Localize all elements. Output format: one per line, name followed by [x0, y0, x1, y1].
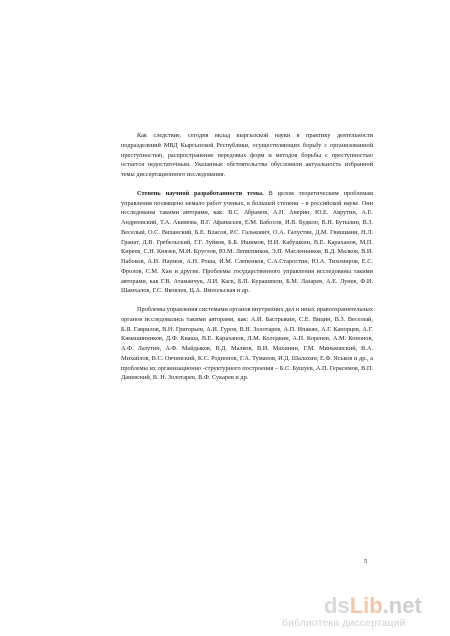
- watermark-logo: [324, 593, 422, 619]
- paragraph-3: [121, 305, 373, 383]
- watermark-logo-lib: Lib: [349, 593, 383, 618]
- watermark-tagline: библиотека диссертаций: [282, 617, 406, 629]
- body-text: [121, 131, 373, 392]
- dslib-watermark: [282, 593, 447, 633]
- page-number: 5: [364, 558, 368, 565]
- watermark-logo-ds: ds: [324, 593, 350, 618]
- paragraph-3-text: Проблемы управления системами органов внутренних дел и иных правоохранительных органов исследовались такими авторами, как: А.И. Бастрыкин, С.Е. Вицин, В.З. Веселый, Б.Я. Гаврилов, В.Н. Григорьев, А.И. Гуров, В.Н. Золотарев, А.П. Ипакян, А.Г. Капорцев, А.Г. Кямашинников, Д.Ф. Кваша, В.Е. Караханов, Л.М. Колодкин, А.П. Коренев, А.М. Кононов, А.Ф. Лазутин, А.Ф. Майдыков, В.Д. Малков, В.И. Махинин, Г.М. Миньковский, В.А. Михайлов, В.С. Овчинский, К.С. Родионов, Г.А. Туманов, И.Д. Шалахин, Е.Ф. Яськов и др., а проблемы их организационно -структурного построения – Б.С. Бушуев, А.П. Герасимов, В.П. Даневский, В. Н. Золотарев, В.Ф. Сукарев и др.: [121, 306, 374, 382]
- paragraph-2: [121, 189, 373, 296]
- paragraph-1: [121, 131, 373, 180]
- paragraph-1-text: Как следствие, сегодня вклад кыргызской науки в практику деятельности подразделений МВД Кыргызской Республики, осуществляющих борьбу с организованной преступностью, распространение передовых форм и методов борьбы с преступностью остается недостаточным. Указанные обстоятельства обусловили актуальность избранной темы диссертационного исследования.: [121, 132, 373, 178]
- paragraph-2-heading: Степень научной разработанности темы.: [137, 189, 264, 197]
- watermark-logo-net: .net: [382, 593, 422, 618]
- paragraph-2-text: В целом теоретическим проблемам управления посвящено немало работ ученых, в большей степени – в российской науке. Они исследованы такими авторами, как: В.С. Абрамов, А.Н. Аверин, Ю.Е. Аврутин, А.Е. Андреевский, Т.А. Акимова, В.Г. Афанасьев, Е.М. Бабосов, И.В. Будило, В.Н. Бутылин, В.З. Веселый, О.С. Виханский, Б.Е. Власов, Р.С. Галькович, О.А. Галустян, Д.М. Гвишиани, Н.Л. Гранат, Д.В. Гребельский, Г.Г. Зуйков, Б.Б. Ишимов, Н.И. Кабушкин, В.Е. Караханов, М.П. Киреев, С.Н. Князев, М.И. Круглов, Ю.М. Лепилников, Э.П. Масленников, В.Д. Малков, В.И. Набоков, А.И. Наумов, А.Н. Роша, И.М. Слепенков, С.А.Старостин, Ю.А. Тихомиров, Е.С. Фролов, С.М. Хан и другие. Проблемы государственного управления исследованы такими авторами, как Г.В. Атаманчук, Л.И. Каск, Б.П. Курашвили, Б.М. Лазарев, А.Е. Лунев, Ф.И. Шамхалов, Г.С. Яковлев, Ц.А. Ямпольская и др.: [121, 189, 373, 295]
